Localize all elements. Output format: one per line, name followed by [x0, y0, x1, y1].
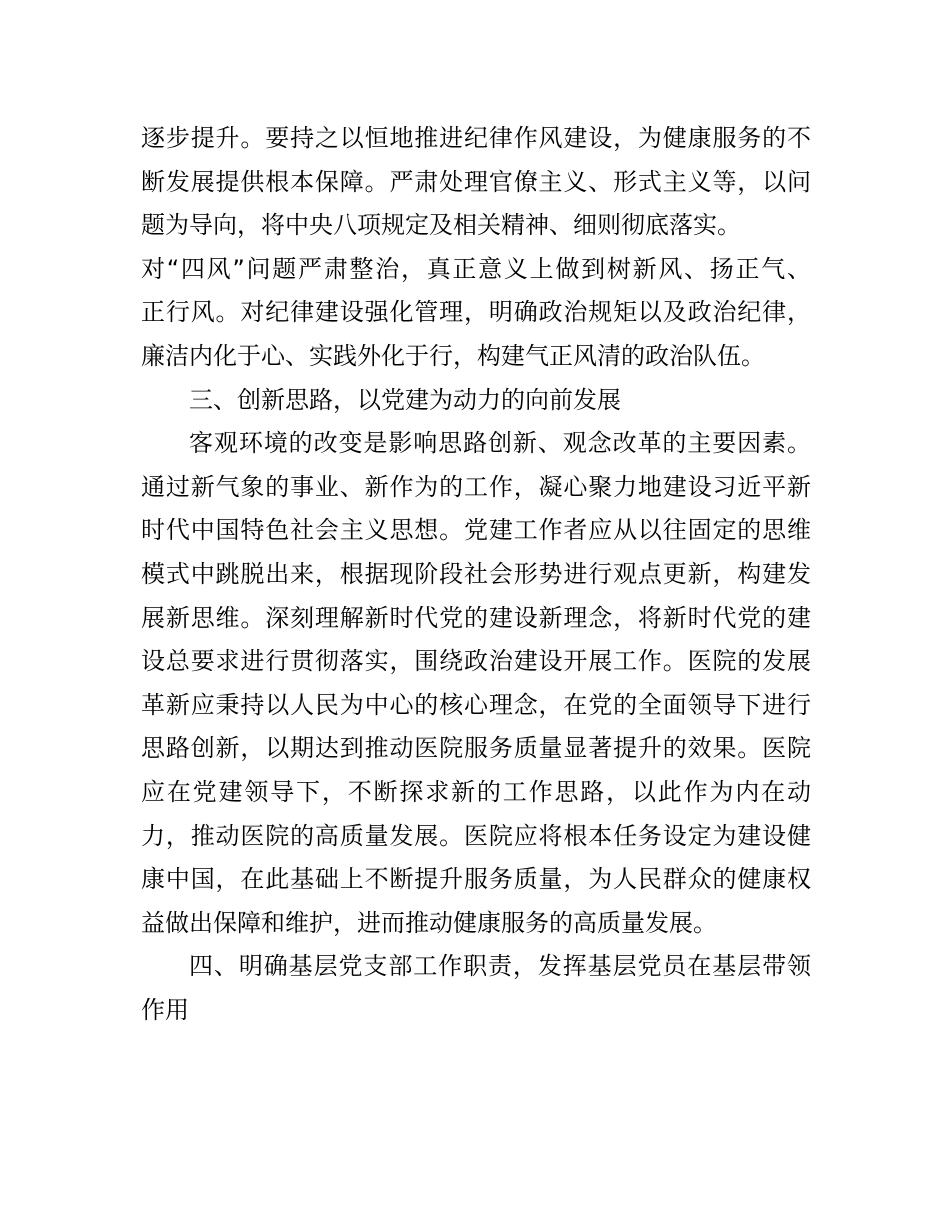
text-line: 通过新气象的事业、新作为的工作，凝心聚力地建设习近平新	[141, 472, 811, 501]
paragraph-innovation	[141, 422, 811, 945]
document-body	[141, 117, 811, 1032]
section-heading-3: 三、创新思路，以党建为动力的向前发展	[189, 385, 621, 414]
text-line: 对“四风”问题严肃整治，真正意义上做到树新风、扬正气、	[141, 254, 811, 283]
text-line: 模式中跳脱出来，根据现阶段社会形势进行观点更新，构建发	[141, 559, 811, 588]
text-line: 廉洁内化于心、实践外化于行，构建气正风清的政治队伍。	[141, 341, 765, 370]
text-line: 应在党建领导下，不断探求新的工作思路，以此作为内在动	[141, 777, 811, 806]
text-line: 逐步提升。要持之以恒地推进纪律作风建设，为健康服务的不	[141, 124, 811, 152]
paragraph-discipline	[141, 117, 811, 379]
section-heading-4	[141, 945, 811, 1032]
text-line: 四、明确基层党支部工作职责，发挥基层党员在基层带领	[189, 952, 811, 981]
text-line: 革新应秉持以人民为中心的核心理念，在党的全面领导下进行	[141, 690, 811, 719]
text-line: 展新思维。深刻理解新时代党的建设新理念，将新时代党的建	[141, 603, 811, 632]
text-line: 康中国，在此基础上不断提升服务质量，为人民群众的健康权	[141, 865, 811, 894]
text-line: 客观环境的改变是影响思路创新、观念改革的主要因素。	[189, 429, 811, 458]
text-line: 思路创新，以期达到推动医院服务质量显著提升的效果。医院	[141, 734, 811, 763]
text-line: 益做出保障和维护，进而推动健康服务的高质量发展。	[141, 908, 717, 937]
text-line: 正行风。对纪律建设强化管理，明确政治规矩以及政治纪律，	[141, 298, 811, 327]
text-line: 时代中国特色社会主义思想。党建工作者应从以往固定的思维	[141, 516, 811, 545]
text-line: 作用	[141, 995, 189, 1024]
text-line: 题为导向，将中央八项规定及相关精神、细则彻底落实。	[141, 211, 741, 240]
text-line: 断发展提供根本保障。严肃处理官僚主义、形式主义等，以问	[141, 167, 811, 196]
text-line: 设总要求进行贯彻落实，围绕政治建设开展工作。医院的发展	[141, 647, 811, 676]
text-line: 力，推动医院的高质量发展。医院应将根本任务设定为建设健	[141, 821, 811, 850]
